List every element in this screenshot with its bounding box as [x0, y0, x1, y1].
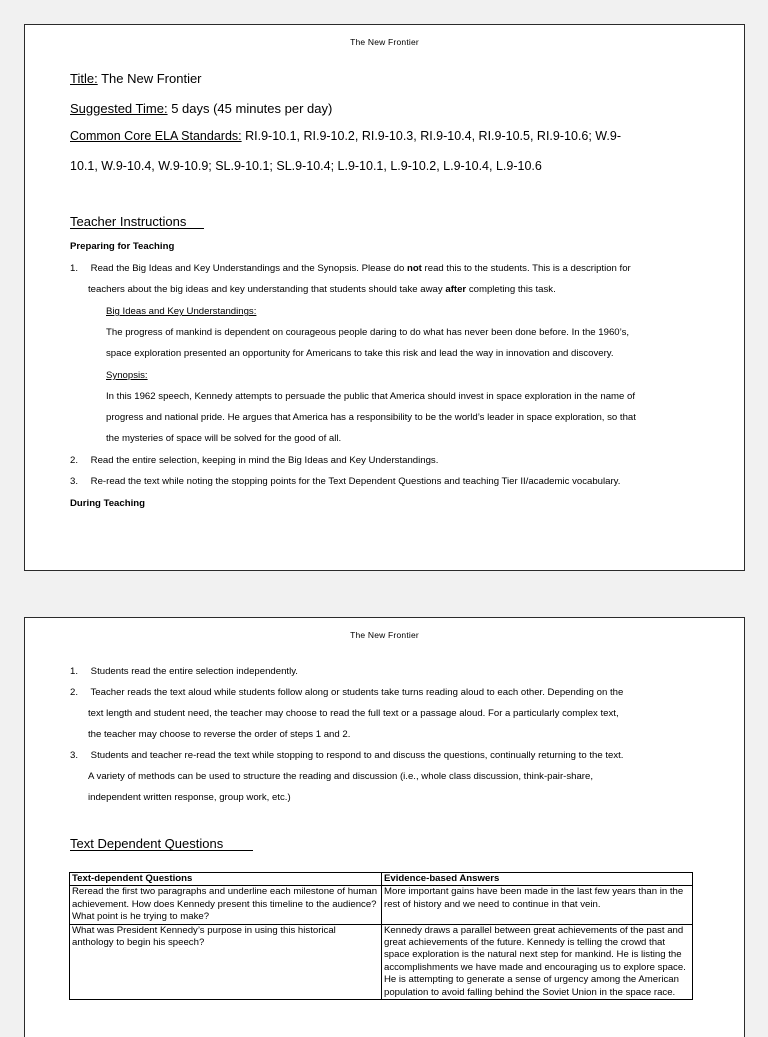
synopsis-heading: Synopsis:: [106, 370, 148, 381]
section-heading-teacher-instructions: Teacher Instructions: [70, 214, 204, 229]
section-heading-text-dependent-questions: Text Dependent Questions: [70, 836, 253, 851]
big-ideas-line-1: The progress of mankind is dependent on courageous people daring to do what has never been done before. In the 1960’s,: [106, 327, 630, 338]
standards-text-1: RI.9-10.1, RI.9-10.2, RI.9-10.3, RI.9-10.4, RI.9-10.5, RI.9-10.6; W.9-: [245, 129, 621, 143]
table-row: [70, 886, 693, 924]
suggested-time-line: [70, 101, 332, 116]
prep-item-1-line-2: teachers about the big ideas and key understanding that students should take away after completing this task.: [88, 284, 556, 295]
title-value: The New Frontier: [101, 71, 202, 86]
table-header-questions: Text-dependent Questions: [70, 873, 382, 886]
answer-cell: Kennedy draws a parallel between great achievements of the past and great achievements of the future. Kennedy is telling the crowd that space exploration is the natural next step for mankind. He is listing the accomplishments we have made and encouraging us to explore space. He is attempting to generate a sense of urgency among the American population to avoid falling behind the Soviet Union in the space race.: [382, 924, 693, 999]
during-item-3-line-1: 3. Students and teacher re-read the text while stopping to respond to and discuss the questions, continually returning to the text.: [70, 750, 624, 761]
table-header-row: [70, 873, 693, 886]
question-cell: What was President Kennedy’s purpose in using this historical anthology to begin his speech?: [70, 924, 382, 999]
during-item-2-line-3: the teacher may choose to reverse the order of steps 1 and 2.: [88, 729, 351, 740]
suggested-time-value: 5 days (45 minutes per day): [171, 101, 333, 116]
during-item-2-line-2: text length and student need, the teacher may choose to read the full text or a passage aloud. For a particularly complex text,: [88, 708, 619, 719]
running-head: The New Frontier: [350, 630, 419, 640]
answer-cell: More important gains have been made in the last few years than in the rest of history and we need to continue in that vein.: [382, 886, 693, 924]
suggested-time-label: Suggested Time:: [70, 101, 168, 116]
subheading-during-teaching: During Teaching: [70, 498, 145, 509]
running-head: The New Frontier: [350, 37, 419, 47]
document-page-1: [24, 24, 745, 571]
synopsis-line-1: In this 1962 speech, Kennedy attempts to persuade the public that America should invest in space exploration in the name of: [106, 391, 636, 402]
prep-item-1-line-1: 1. Read the Big Ideas and Key Understandings and the Synopsis. Please do not read this to the students. This is a description for: [70, 263, 631, 274]
big-ideas-line-2: space exploration presented an opportunity for Americans to take this risk and lead the way in innovation and discovery.: [106, 348, 614, 359]
during-item-1: 1. Students read the entire selection independently.: [70, 666, 298, 677]
table-header-answers: Evidence-based Answers: [382, 873, 693, 886]
document-page-2: [24, 617, 745, 1037]
synopsis-line-2: progress and national pride. He argues that America has a responsibility to be the world’s leader in space exploration, so that: [106, 412, 636, 423]
synopsis-line-3: the mysteries of space will be solved for the good of all.: [106, 433, 342, 444]
during-item-3-line-2: A variety of methods can be used to structure the reading and discussion (i.e., whole class discussion, think-pair-share,: [88, 771, 593, 782]
big-ideas-heading: Big Ideas and Key Understandings:: [106, 306, 257, 317]
during-item-2-line-1: 2. Teacher reads the text aloud while students follow along or students take turns reading aloud to each other. Depending on the: [70, 687, 624, 698]
title-line: [70, 71, 202, 86]
title-label: Title:: [70, 71, 98, 86]
prep-item-3: 3. Re-read the text while noting the stopping points for the Text Dependent Questions and teaching Tier II/academic vocabulary.: [70, 476, 621, 487]
standards-line-2: 10.1, W.9-10.4, W.9-10.9; SL.9-10.1; SL.9-10.4; L.9-10.1, L.9-10.2, L.9-10.4, L.9-10.6: [70, 159, 542, 173]
table-row: [70, 924, 693, 999]
standards-label: Common Core ELA Standards:: [70, 129, 242, 143]
during-item-3-line-3: independent written response, group work, etc.): [88, 792, 291, 803]
subheading-preparing: Preparing for Teaching: [70, 241, 175, 252]
prep-item-2: 2. Read the entire selection, keeping in mind the Big Ideas and Key Understandings.: [70, 455, 439, 466]
question-cell: Reread the first two paragraphs and underline each milestone of human achievement. How does Kennedy present this timeline to the audience? What point is he trying to make?: [70, 886, 382, 924]
standards-line-1: [70, 129, 621, 143]
text-dependent-questions-table: [69, 872, 693, 1000]
